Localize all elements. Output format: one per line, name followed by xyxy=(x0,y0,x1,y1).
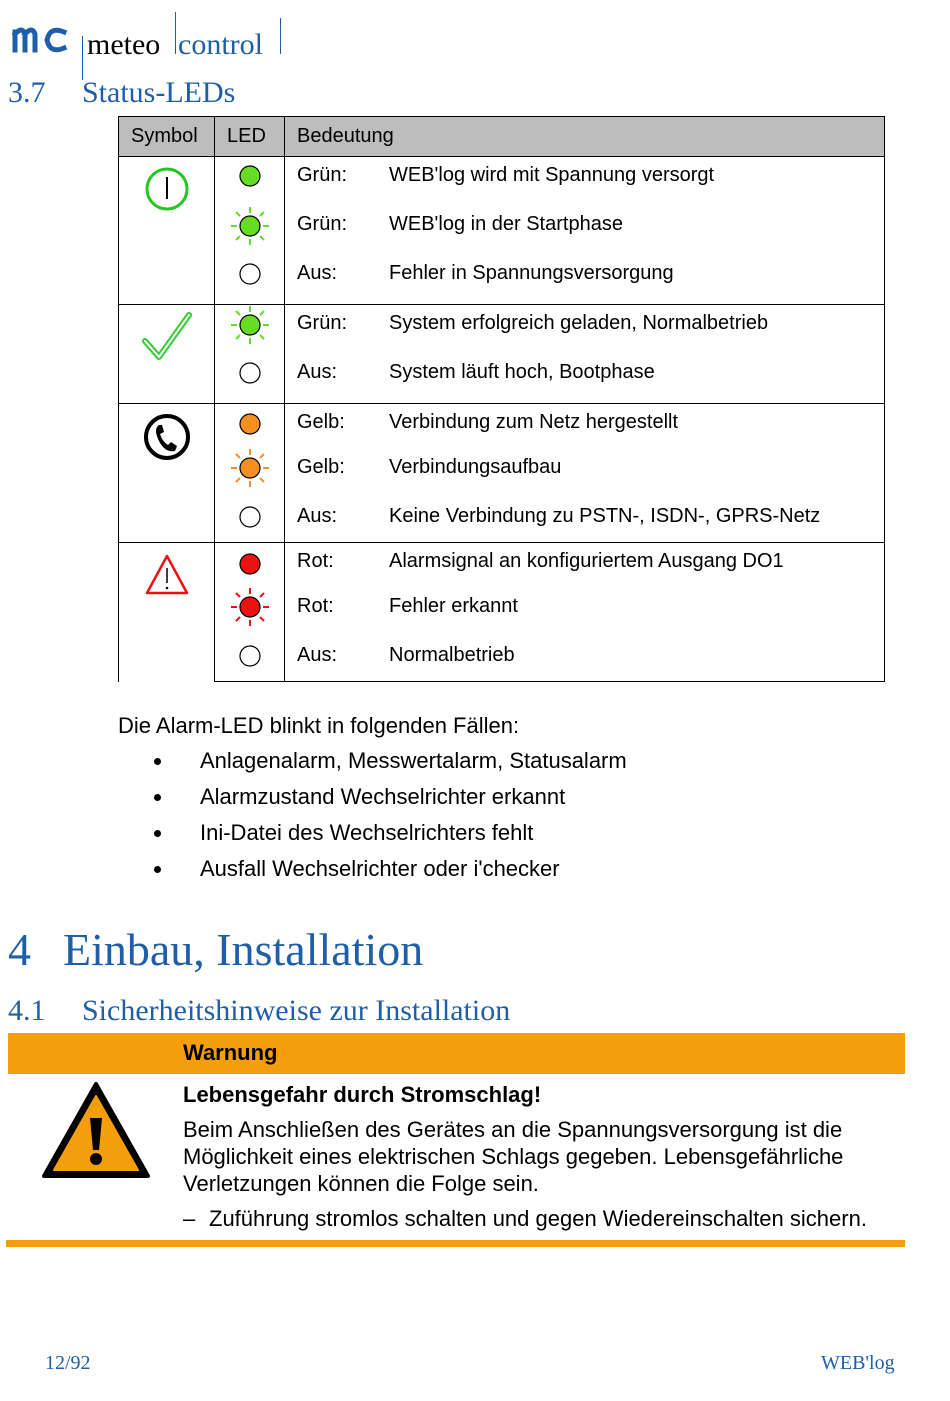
led-cell xyxy=(215,543,285,584)
meteocontrol-logo-icon xyxy=(12,20,70,56)
orange-led-steady-icon xyxy=(236,410,264,438)
list-item xyxy=(118,782,627,818)
led-color-label: Gelb: xyxy=(297,456,345,478)
table-row xyxy=(119,255,885,305)
led-color-label: Grün: xyxy=(297,213,348,235)
led-meaning: WEB'log wird mit Spannung versorgt xyxy=(389,164,715,186)
table-row xyxy=(119,206,885,255)
phone-icon xyxy=(142,412,192,462)
section-number: 4.1 xyxy=(8,994,46,1027)
led-color-label: Rot: xyxy=(297,595,334,617)
logo-divider xyxy=(82,36,83,80)
led-off-icon xyxy=(236,260,264,288)
led-meaning: Fehler erkannt xyxy=(389,595,518,617)
alarm-triangle-icon xyxy=(144,553,190,597)
meaning-cell xyxy=(285,157,885,207)
bullet-icon xyxy=(154,830,161,837)
alarm-bullet-list xyxy=(118,746,627,890)
list-item xyxy=(118,818,627,854)
list-item-text: Anlagenalarm, Messwertalarm, Statusalarm xyxy=(200,748,627,773)
meaning-cell xyxy=(285,255,885,305)
led-meaning: System läuft hoch, Bootphase xyxy=(389,361,655,383)
step-dash: – xyxy=(183,1206,196,1231)
led-cell xyxy=(215,305,285,355)
led-color-label: Gelb: xyxy=(297,411,345,433)
warning-triangle-icon xyxy=(40,1080,152,1180)
bullet-icon xyxy=(154,866,161,873)
warning-header-bar xyxy=(8,1033,905,1074)
led-cell xyxy=(215,255,285,305)
warning-text: Beim Anschließen des Gerätes an die Spannungsversorgung ist die Möglichkeit eines elektrischen Schlags gegeben. Lebensgefährliche Verletzungen können die Folge sein. xyxy=(183,1117,844,1196)
table-row xyxy=(119,493,885,543)
table-row xyxy=(119,157,885,207)
list-item xyxy=(118,854,627,890)
page-header xyxy=(12,12,312,68)
green-led-blinking-icon xyxy=(230,305,270,345)
led-cell xyxy=(215,493,285,543)
bullet-icon xyxy=(154,758,161,765)
led-color-label: Aus: xyxy=(297,644,338,666)
status-led-table xyxy=(118,116,885,682)
checkmark-icon xyxy=(141,311,193,363)
logo-divider xyxy=(175,12,176,54)
meaning-cell xyxy=(285,206,885,255)
meaning-cell xyxy=(285,404,885,445)
led-color-label: Aus: xyxy=(297,361,338,383)
column-header-led: LED xyxy=(215,117,285,157)
section-title: Sicherheitshinweise zur Installation xyxy=(82,994,511,1027)
logo-divider xyxy=(280,18,281,54)
table-row xyxy=(119,444,885,493)
column-header-symbol: Symbol xyxy=(119,117,215,157)
meaning-cell xyxy=(285,543,885,584)
symbol-cell xyxy=(119,404,215,543)
meaning-cell xyxy=(285,493,885,543)
led-meaning: Verbindung zum Netz hergestellt xyxy=(389,411,679,433)
list-item-text: Alarmzustand Wechselrichter erkannt xyxy=(200,784,566,809)
table-row xyxy=(119,305,885,355)
chapter-number: 4 xyxy=(8,924,31,975)
symbol-cell xyxy=(119,543,215,682)
led-meaning: Normalbetrieb xyxy=(389,644,515,666)
table-row xyxy=(119,404,885,445)
section-title: Status-LEDs xyxy=(82,76,236,109)
list-item xyxy=(118,746,627,782)
led-cell xyxy=(215,206,285,255)
led-meaning: Alarmsignal an konfiguriertem Ausgang DO1 xyxy=(389,550,784,572)
led-meaning: Fehler in Spannungsversorgung xyxy=(389,262,674,284)
table-row xyxy=(119,583,885,632)
table-header-row xyxy=(119,117,885,157)
led-meaning: System erfolgreich geladen, Normalbetrieb xyxy=(389,312,769,334)
list-item-text: Ausfall Wechselrichter oder i'checker xyxy=(200,856,560,881)
red-led-steady-icon xyxy=(236,550,264,578)
meaning-cell xyxy=(285,305,885,355)
led-meaning: Keine Verbindung zu PSTN-, ISDN-, GPRS-Netz xyxy=(389,505,821,527)
orange-led-blinking-icon xyxy=(230,448,270,488)
warning-bottom-rule xyxy=(6,1240,905,1247)
led-color-label: Aus: xyxy=(297,505,338,527)
meaning-cell xyxy=(285,583,885,632)
meaning-cell xyxy=(285,444,885,493)
led-cell xyxy=(215,354,285,404)
warning-headline: Lebensgefahr durch Stromschlag! xyxy=(183,1082,542,1107)
meaning-cell xyxy=(285,632,885,682)
led-color-label: Grün: xyxy=(297,164,348,186)
warning-step xyxy=(183,1204,867,1234)
led-off-icon xyxy=(236,642,264,670)
led-color-label: Grün: xyxy=(297,312,348,334)
led-cell xyxy=(215,632,285,682)
led-color-label: Rot: xyxy=(297,550,334,572)
section-heading xyxy=(8,994,510,1028)
bullet-icon xyxy=(154,794,161,801)
section-heading xyxy=(8,76,235,110)
led-off-icon xyxy=(236,503,264,531)
led-cell xyxy=(215,404,285,445)
led-cell xyxy=(215,157,285,207)
meaning-cell xyxy=(285,354,885,404)
table-row xyxy=(119,354,885,404)
power-icon xyxy=(143,165,191,213)
warning-label: Warnung xyxy=(183,1040,278,1065)
led-cell xyxy=(215,583,285,632)
led-cell xyxy=(215,444,285,493)
section-number: 3.7 xyxy=(8,76,46,109)
led-off-icon xyxy=(236,359,264,387)
logo-text-control: control xyxy=(178,28,263,61)
footer-product-name: WEB'log xyxy=(821,1352,895,1374)
green-led-blinking-icon xyxy=(230,206,270,246)
list-item-text: Ini-Datei des Wechselrichters fehlt xyxy=(200,820,534,845)
led-meaning: WEB'log in der Startphase xyxy=(389,213,623,235)
step-text: Zuführung stromlos schalten und gegen Wiedereinschalten sichern. xyxy=(209,1206,867,1231)
table-row xyxy=(119,543,885,584)
symbol-cell xyxy=(119,157,215,305)
green-led-steady-icon xyxy=(236,162,264,190)
logo-text-meteo: meteo xyxy=(87,28,161,61)
chapter-heading xyxy=(8,922,423,978)
chapter-title: Einbau, Installation xyxy=(63,924,424,975)
alarm-intro-text: Die Alarm-LED blinkt in folgenden Fällen: xyxy=(118,713,520,738)
led-color-label: Aus: xyxy=(297,262,338,284)
led-meaning: Verbindungsaufbau xyxy=(389,456,562,478)
column-header-meaning: Bedeutung xyxy=(285,117,885,157)
red-led-blinking-icon xyxy=(230,587,270,627)
page-number: 12/92 xyxy=(45,1352,91,1374)
table-row xyxy=(119,632,885,682)
symbol-cell xyxy=(119,305,215,404)
